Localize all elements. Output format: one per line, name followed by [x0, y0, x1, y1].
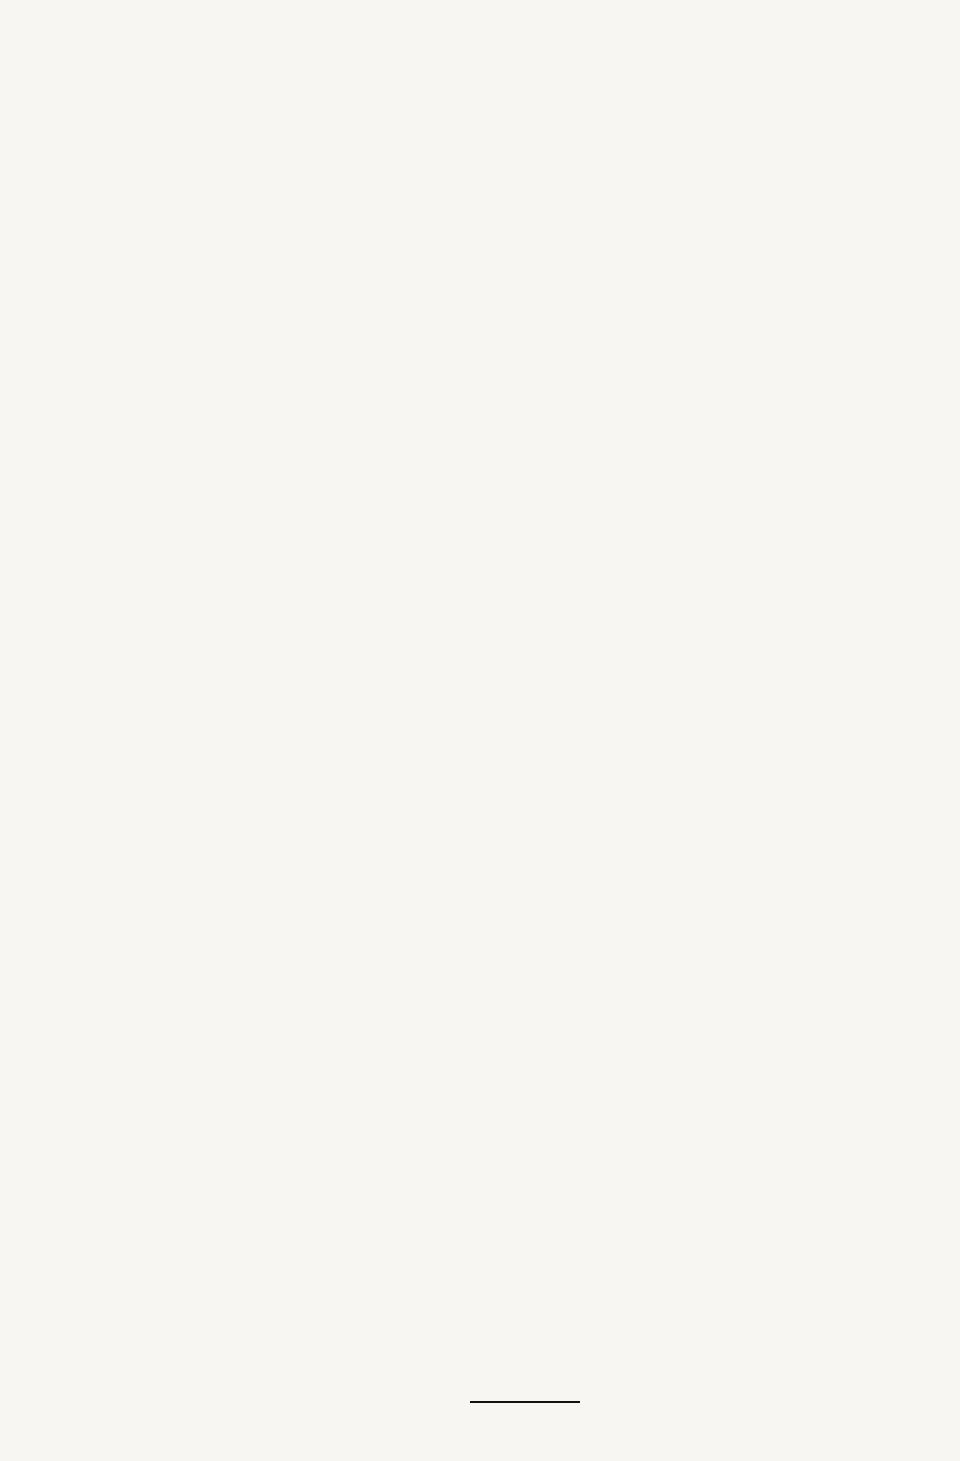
- beta-formula: [272, 1370, 592, 1440]
- fraction-bar: [470, 1401, 580, 1403]
